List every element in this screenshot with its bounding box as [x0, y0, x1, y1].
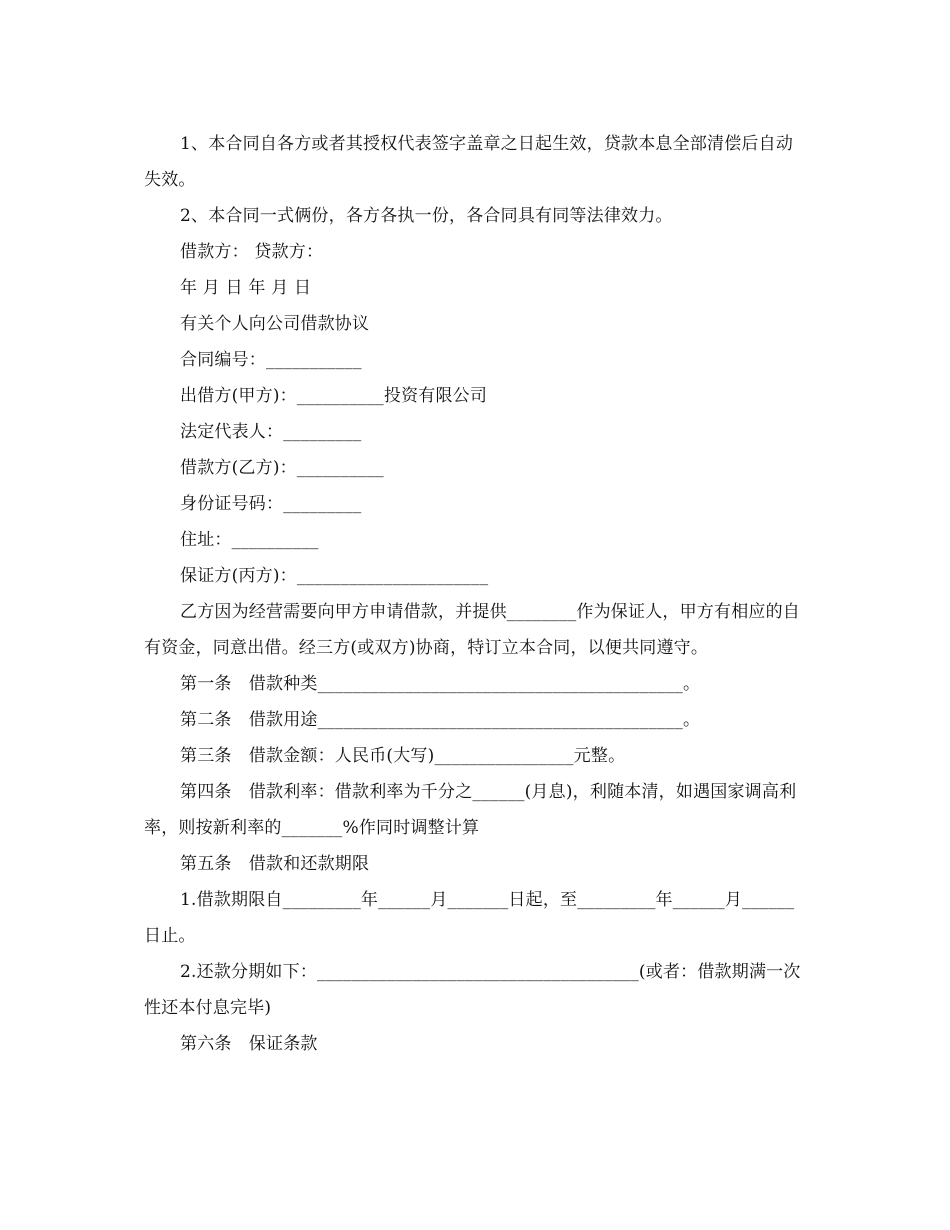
address-field: 住址：__________ [180, 530, 319, 550]
article-1-loan-type: 第一条 借款种类__________________________________________。 [180, 674, 701, 694]
document-body [144, 126, 808, 1062]
borrower-party-field: 借款方(乙方)：__________ [180, 458, 384, 478]
signature-parties: 借款方： 贷款方： [180, 242, 324, 262]
article-4-interest-rate: 第四条 借款利率：借款利率为千分之______(月息)，利随本清，如遇国家调高利率，则按新利率的_______%作同时调整计算 [144, 782, 797, 838]
preamble-paragraph: 乙方因为经营需要向甲方申请借款，并提供________作为保证人，甲方有相应的自有资金，同意出借。经三方(或双方)协商，特订立本合同，以便共同遵守。 [144, 602, 800, 658]
article-3-loan-amount: 第三条 借款金额：人民币(大写)________________元整。 [180, 746, 626, 766]
article-5-heading: 第五条 借款和还款期限 [180, 854, 370, 874]
article-2-loan-purpose: 第二条 借款用途__________________________________________。 [180, 710, 701, 730]
article-6-heading: 第六条 保证条款 [180, 1034, 318, 1054]
lender-party-field: 出借方(甲方)：__________投资有限公司 [180, 386, 488, 406]
legal-representative-field: 法定代表人：_________ [180, 422, 362, 442]
clause-effective-date: 1、本合同自各方或者其授权代表签字盖章之日起生效，贷款本息全部清偿后自动失效。 [144, 134, 794, 190]
repayment-installments-clause: 2.还款分期如下：_____________________________________(或者：借款期满一次性还本付息完毕) [144, 962, 801, 1018]
id-number-field: 身份证号码：_________ [180, 494, 362, 514]
contract-number-field: 合同编号：___________ [180, 350, 362, 370]
loan-term-clause: 1.借款期限自_________年______月_______日起，至_________年______月______日止。 [144, 890, 795, 946]
agreement-title: 有关个人向公司借款协议 [180, 314, 370, 334]
clause-copies: 2、本合同一式俩份，各方各执一份，各合同具有同等法律效力。 [180, 206, 673, 226]
signature-dates: 年 月 日 年 月 日 [180, 278, 312, 298]
guarantor-party-field: 保证方(丙方)：______________________ [180, 566, 489, 586]
